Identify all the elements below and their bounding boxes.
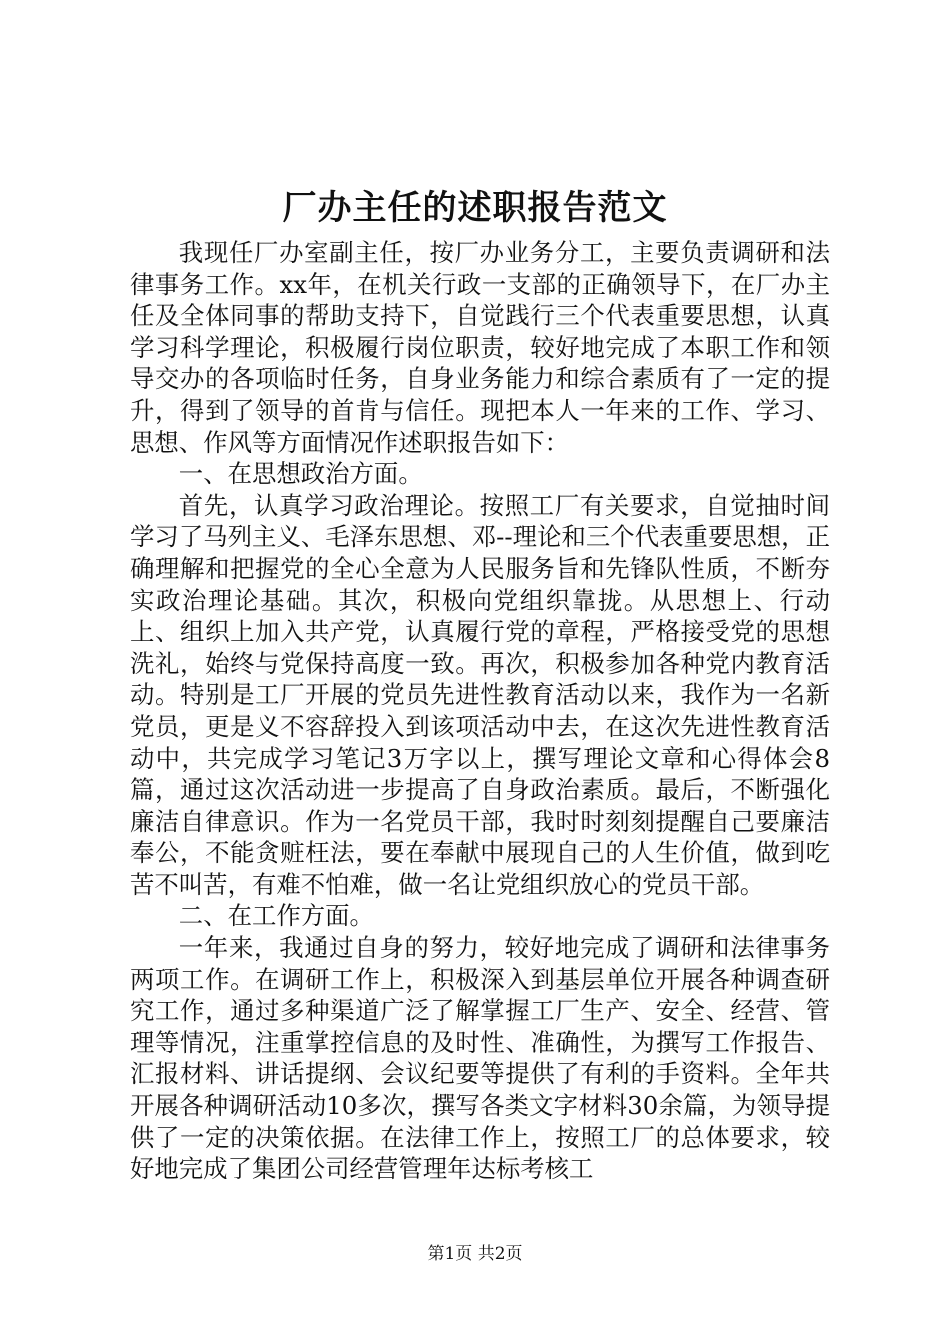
- document-title: 厂办主任的述职报告范文: [282, 188, 668, 228]
- paragraph-intro: 我现任厂办室副主任，按厂办业务分工，主要负责调研和法律事务工作。xx年，在机关行政一支部的正确领导下，在厂办主任及全体同事的帮助支持下，自觉践行三个代表重要思想，认真学习科学理论，积极履行岗位职责，较好地完成了本职工作和领导交办的各项临时任务，自身业务能力和综合素质有了一定的提升，得到了领导的首肯与信任。现把本人一年来的工作、学习、思想、作风等方面情况作述职报告如下：: [130, 238, 830, 457]
- page-footer: 第1页 共2页: [427, 1244, 523, 1264]
- paragraph-political: 首先，认真学习政治理论。按照工厂有关要求，自觉抽时间学习了马列主义、毛泽东思想、邓--理论和三个代表重要思想，正确理解和把握党的全心全意为人民服务旨和先锋队性质，不断夯实政治理论基础。其次，积极向党组织靠拢。从思想上、行动上、组织上加入共产党，认真履行党的章程，严格接受党的思想洗礼，始终与党保持高度一致。再次，积极参加各种党内教育活动。特别是工厂开展的党员先进性教育活动以来，我作为一名新党员，更是义不容辞投入到该项活动中去，在这次先进性教育活动中，共完成学习笔记3万字以上，撰写理论文章和心得体会8篇，通过这次活动进一步提高了自身政治素质。最后，不断强化廉洁自律意识。作为一名党员干部，我时时刻刻提醒自己要廉洁奉公，不能贪赃枉法，要在奉献中展现自己的人生价值，做到吃苦不叫苦，有难不怕难，做一名让党组织放心的党员干部。: [130, 490, 830, 899]
- section-heading-work: 二、在工作方面。: [178, 901, 374, 931]
- section-heading-political: 一、在思想政治方面。: [178, 459, 423, 489]
- paragraph-work: 一年来，我通过自身的努力，较好地完成了调研和法律事务两项工作。在调研工作上，积极深入到基层单位开展各种调查研究工作，通过多种渠道广泛了解掌握工厂生产、安全、经营、管理等情况，注重掌控信息的及时性、准确性，为撰写工作报告、汇报材料、讲话提纲、会议纪要等提供了有利的手资料。全年共开展各种调研活动10多次，撰写各类文字材料30余篇，为领导提供了一定的决策依据。在法律工作上，按照工厂的总体要求，较好地完成了集团公司经营管理年达标考核工: [130, 933, 830, 1184]
- document-body: [130, 237, 830, 1185]
